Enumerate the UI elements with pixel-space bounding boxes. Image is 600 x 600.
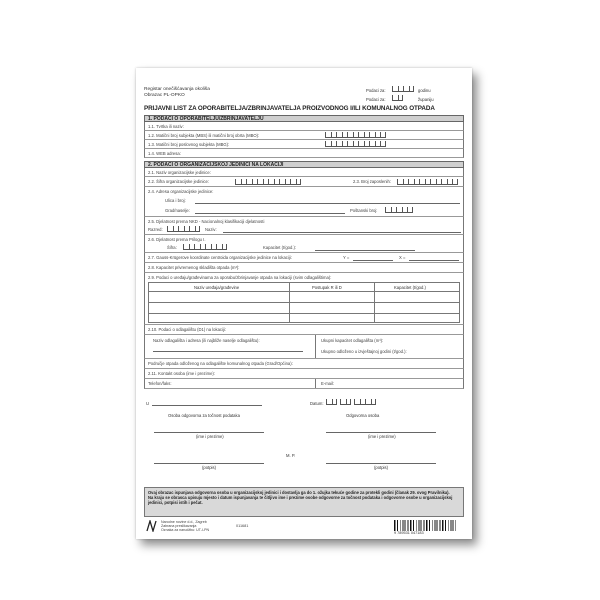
col-capacity: Kapacitet (t/god.) [394, 285, 426, 290]
kapacitet-line[interactable] [315, 250, 415, 251]
year-suffix: godinu [418, 88, 431, 93]
rights-text: Zabrana preslikavanja [161, 524, 197, 528]
register-label: Registar onečišćavanja okoliša [144, 87, 210, 92]
field-2-8[interactable] [144, 263, 464, 273]
stamp-label: M. P. [286, 453, 296, 458]
field-2-7-label: 2.7. Gauss-Krügerove koordinate centroida organizacijske jedinice na lokaciji: [148, 255, 292, 260]
coord-x-line[interactable] [409, 260, 459, 261]
date-year-boxes[interactable] [354, 399, 376, 405]
coord-y-label: Y = [343, 255, 350, 260]
field-2-6[interactable] [144, 235, 464, 253]
field-2-7[interactable] [144, 253, 464, 263]
field-1-4[interactable] [144, 149, 464, 158]
coord-y-line[interactable] [353, 260, 393, 261]
mbs-boxes[interactable] [325, 132, 386, 138]
field-1-1[interactable] [144, 122, 464, 131]
municipality-label: Područje otpada odloženog na odlagalište komunalnog otpada (Grad/Općina): [148, 361, 293, 366]
note-paragraph-2: Na kraju se obrasca upisuju mjesto i datum ispunjavanja te čitljivo ime i prezime osobe odgovorne za točnost podataka i odgovorne osobe u organizacijskoj jedinici, potpisi istih i pečat. [148, 494, 453, 505]
name-line-1[interactable] [154, 432, 264, 433]
phone-label: Telefon/faks: [148, 381, 172, 386]
landfill-name-line[interactable] [153, 351, 303, 352]
person-data-label: Osoba odgovorna za točnost podataka [168, 413, 240, 418]
naziv-line[interactable] [223, 232, 461, 233]
total-capacity-label: Ukupni kapacitet odlagališta (m³): [321, 338, 384, 343]
field-1-3[interactable] [144, 140, 464, 149]
field-1-4-label: 1.4. WEB adresa: [148, 151, 181, 156]
city-label: Grad/naselje: [165, 208, 190, 213]
field-2-2-label: 2.2. Šifra organizacijske jedinice: [148, 179, 209, 184]
county-suffix: županiju [418, 97, 434, 102]
publisher-name: Narodne novine d.d., Zagreb [161, 520, 207, 524]
instructions-note [144, 487, 464, 517]
field-2-5[interactable] [144, 217, 464, 235]
kapacitet-label: Kapacitet (t/god.): [263, 245, 297, 250]
naziv-label: Naziv: [205, 227, 217, 232]
field-2-9-label: 2.9. Podaci o uređaju/građevinama za oporabu/zbrinjavanje otpada na lokaciji (svim odlagalištima): [148, 275, 332, 280]
field-2-8-label: 2.8. Kapacitet privremenog skladišta otpada (m³): [148, 265, 240, 270]
street-label: Ulica i broj: [165, 198, 186, 203]
landfill-name-label: Naziv odlagališta i adresa (ili najbliže naselje odlagalištu): [153, 338, 260, 343]
mbg-boxes[interactable] [325, 141, 386, 147]
date-month-boxes[interactable] [340, 399, 351, 405]
place-label: U [146, 401, 150, 406]
coord-x-label: X = [399, 255, 406, 260]
landfill-row[interactable] [144, 335, 464, 359]
form-title: PRIJAVNI LIST ZA OPORABITELJA/ZBRINJAVATELJA PROIZVODNOG I/ILI KOMUNALNOG OTPADA [144, 105, 435, 112]
municipality-row[interactable] [144, 359, 464, 369]
field-1-2[interactable] [144, 131, 464, 140]
section1-heading: 1. PODACI O OPORABITELJU/ZBRINJAVATELJU [144, 115, 464, 122]
note-paragraph-1: Ovaj obrazac ispunjava odgovorna osoba u organizacijskoj jedinici i dostavlja ga do 1. ožujka tekuće godine za protekli godini (članak 29. ovog Pravilnika). [148, 489, 450, 495]
year-label: Podaci za: [366, 88, 386, 93]
street-line[interactable] [195, 203, 460, 204]
field-1-1-label: 1.1. Tvrtka ili naziv: [148, 124, 184, 129]
field-2-10 [144, 325, 464, 335]
section2-heading: 2. PODACI O ORGANIZACIJSKOJ JEDINICI NA LOKACIJI [144, 161, 464, 168]
field-2-4-label: 2.4. Adresa organizacijske jedinice: [148, 189, 214, 194]
form-number: 011681 [236, 524, 249, 528]
date-day-boxes[interactable] [326, 399, 337, 405]
field-1-2-label: 1.2. Matični broj subjekta (MBS) ili matični broj obrta (MBO): [148, 133, 260, 138]
postal-label: Poštanski broj: [350, 208, 378, 213]
name-caption-2: (ime i prezime) [368, 434, 396, 439]
col-procedure: Postupak R ili D [312, 285, 342, 290]
sign-caption-1: (potpis) [202, 465, 216, 470]
postal-boxes[interactable] [385, 207, 413, 213]
field-2-3-label: 2.3. Broj zaposlenih: [353, 179, 391, 184]
sign-line-1[interactable] [154, 463, 264, 464]
form-code: Obrazac PL-OPKO [144, 93, 185, 98]
sifra-label: Šifra: [167, 245, 177, 250]
field-2-6-label: 2.6. Djelatnost prema Prilogu I. [148, 237, 206, 242]
contact-row[interactable] [144, 379, 464, 389]
date-label: Datum: [310, 401, 324, 406]
publisher-logo-icon [146, 520, 158, 532]
name-line-2[interactable] [326, 432, 436, 433]
email-label: E-mail: [321, 381, 335, 386]
county-boxes[interactable] [392, 95, 403, 101]
barcode-number: 9 789531 047183 [394, 531, 424, 535]
unit-code-boxes[interactable] [235, 179, 301, 185]
person-resp-label: Odgovorna osoba [346, 413, 380, 418]
year-boxes[interactable] [392, 86, 414, 92]
sign-caption-2: (potpis) [374, 465, 388, 470]
city-line[interactable] [195, 213, 345, 214]
razred-boxes[interactable] [167, 226, 200, 232]
barcode [394, 520, 456, 531]
county-label: Podaci za: [366, 97, 386, 102]
form-sheet [136, 68, 472, 539]
col-facility-name: Naziv uređaja/građevine [194, 285, 240, 290]
facilities-table [148, 282, 460, 323]
field-2-1[interactable] [144, 168, 464, 177]
sign-line-2[interactable] [326, 463, 436, 464]
razred-label: Razred: [148, 227, 163, 232]
place-line[interactable] [152, 405, 262, 406]
field-2-5-label: 2.5. Djelatnost prema NKD - Nacionalnoj klasifikaciji djelatnosti [148, 219, 265, 224]
field-1-3-label: 1.3. Matični broj poslovnog subjekta (MBG): [148, 142, 230, 147]
sifra-boxes[interactable] [183, 244, 227, 250]
field-2-9 [144, 273, 464, 325]
field-2-11-label: 2.11. Kontakt osoba (ime i prezime): [148, 371, 215, 376]
field-2-1-label: 2.1. Naziv organizacijske jedinice: [148, 170, 211, 175]
employees-boxes[interactable] [397, 179, 458, 185]
field-2-4[interactable] [144, 187, 464, 217]
order-code: Oznaka za narudžbu: UT-I-PN [161, 528, 210, 532]
field-2-2[interactable] [144, 177, 464, 187]
yearly-label: Ukupno odloženo u izvještajnoj godini (t/god.): [321, 349, 407, 354]
field-2-10-label: 2.10. Podaci o odlagalištu (D1) na lokaciji: [148, 327, 226, 332]
field-2-11[interactable] [144, 369, 464, 379]
name-caption-1: (ime i prezime) [196, 434, 224, 439]
